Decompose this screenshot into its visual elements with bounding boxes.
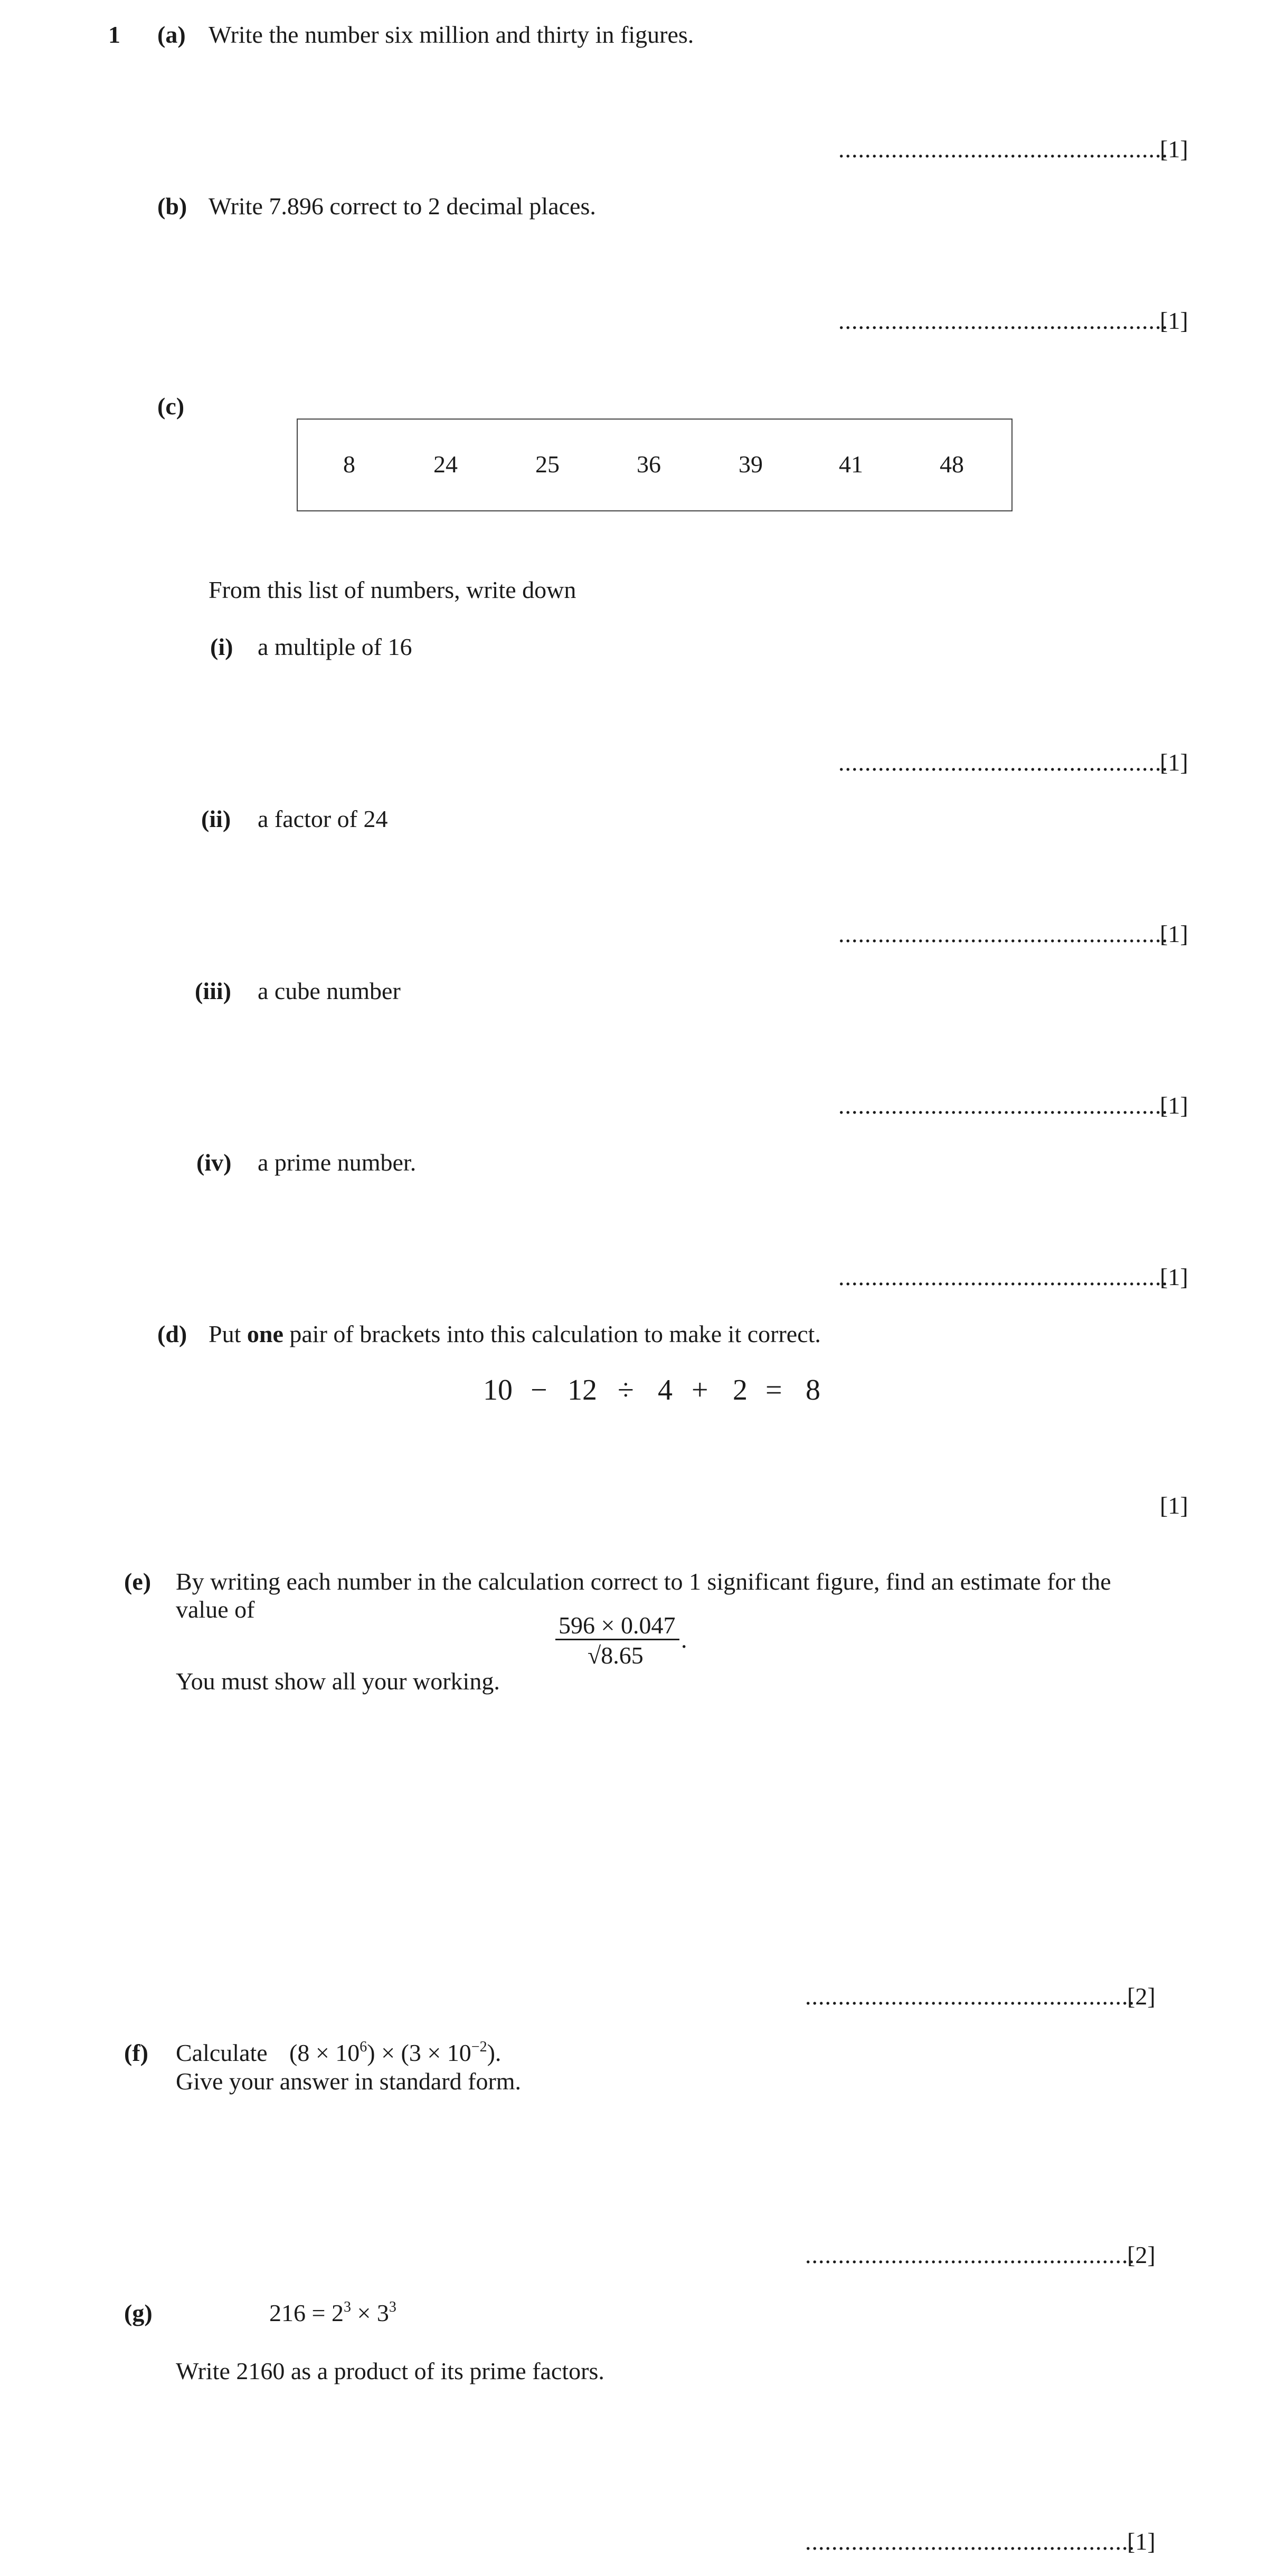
part-g-text: Write 2160 as a product of its prime factors.: [176, 2358, 604, 2384]
expr-part: ).: [487, 2039, 502, 2066]
calc-token: 10: [483, 1374, 513, 1406]
part-d-label: (d): [157, 1320, 187, 1347]
part-f-answer-line[interactable]: ..................................................: [805, 2241, 1135, 2268]
part-e-text-line2: value of: [176, 1596, 255, 1623]
part-d-text-bold: one: [247, 1320, 283, 1347]
calc-token: =: [765, 1374, 782, 1406]
calc-token: 2: [733, 1374, 748, 1406]
part-g-label: (g): [124, 2299, 153, 2326]
exponent: 3: [389, 2299, 396, 2315]
part-f-calc-word: Calculate: [176, 2039, 268, 2066]
part-c-iii-marks: [1]: [1160, 1092, 1188, 1119]
part-a-label: (a): [157, 21, 186, 48]
exponent: 6: [360, 2039, 367, 2055]
exponent: 3: [343, 2299, 351, 2315]
part-c-ii-marks: [1]: [1160, 920, 1188, 947]
part-f-label: (f): [124, 2039, 148, 2066]
given-part: × 3: [351, 2299, 389, 2326]
fraction-period: .: [681, 1626, 687, 1653]
part-e-instruction: You must show all your working.: [176, 1668, 500, 1695]
part-b-label: (b): [157, 193, 187, 220]
part-a-text: Write the number six million and thirty in figures.: [209, 21, 694, 48]
given-part: 216 = 2: [269, 2299, 344, 2326]
part-c-iv-label: (iv): [196, 1149, 232, 1176]
number-list-box: [297, 419, 1013, 511]
part-e-marks: [2]: [1127, 1983, 1156, 2010]
part-d-text: [209, 1322, 821, 1346]
part-e-text-line1: By writing each number in the calculation correct to 1 significant figure, find an estimate for the: [176, 1568, 1111, 1595]
part-c-i-answer-line[interactable]: ..................................................: [838, 749, 1168, 776]
fraction-numerator: 596 × 0.047: [559, 1612, 676, 1639]
part-c-i-text: a multiple of 16: [258, 633, 412, 660]
part-e-answer-line[interactable]: ..................................................: [805, 1983, 1135, 2010]
exponent: −2: [471, 2039, 487, 2055]
fraction-denominator: √8.65: [588, 1642, 644, 1669]
list-number: 41: [839, 451, 863, 478]
part-c-intro: From this list of numbers, write down: [209, 576, 576, 603]
part-c-iv-marks: [1]: [1160, 1263, 1188, 1290]
part-c-iv-text: a prime number.: [258, 1149, 417, 1176]
part-g-marks: [1]: [1127, 2528, 1156, 2555]
calc-token: ÷: [618, 1374, 634, 1406]
calc-token: +: [692, 1374, 708, 1406]
part-a-answer-line[interactable]: ..................................................: [838, 136, 1168, 163]
calc-token: −: [531, 1374, 547, 1406]
part-c-ii-answer-line[interactable]: ..................................................: [838, 920, 1168, 947]
part-c-ii-text: a factor of 24: [258, 805, 388, 832]
part-c-i-marks: [1]: [1160, 749, 1188, 776]
part-c-i-label: (i): [210, 633, 233, 660]
part-c-iv-answer-line[interactable]: ..................................................: [838, 1263, 1168, 1290]
part-f-expression: [289, 2041, 501, 2065]
calc-token: 8: [806, 1374, 820, 1406]
part-d-text-post: pair of brackets into this calculation to make it correct.: [283, 1320, 821, 1347]
part-e-label: (e): [124, 1568, 152, 1595]
part-c-iii-label: (iii): [195, 977, 231, 1004]
list-number: 8: [343, 451, 355, 478]
part-g-answer-line[interactable]: ..................................................: [805, 2528, 1135, 2555]
part-f-marks: [2]: [1127, 2241, 1156, 2268]
list-number: 24: [433, 451, 458, 478]
part-d-marks: [1]: [1160, 1492, 1188, 1519]
part-b-text: Write 7.896 correct to 2 decimal places.: [209, 193, 596, 220]
question-number: 1: [108, 21, 120, 48]
calc-token: 4: [658, 1374, 673, 1406]
part-c-label: (c): [157, 393, 185, 420]
part-b-answer-line[interactable]: ..................................................: [838, 307, 1168, 334]
part-c-iii-text: a cube number: [258, 977, 401, 1004]
part-g-given: [269, 2301, 396, 2325]
list-number: 39: [739, 451, 763, 478]
expr-part: ) × (3 × 10: [367, 2039, 471, 2066]
part-a-marks: [1]: [1160, 136, 1188, 163]
part-d-text-pre: Put: [209, 1320, 247, 1347]
list-number: 48: [940, 451, 964, 478]
part-f-instruction: Give your answer in standard form.: [176, 2068, 522, 2095]
calc-token: 12: [567, 1374, 597, 1406]
part-c-iii-answer-line[interactable]: ..................................................: [838, 1092, 1168, 1119]
list-number: 25: [535, 451, 560, 478]
list-number: 36: [637, 451, 661, 478]
part-c-ii-label: (ii): [201, 805, 231, 832]
expr-part: (8 × 10: [289, 2039, 360, 2066]
part-b-marks: [1]: [1160, 307, 1188, 334]
fraction-bar: [555, 1639, 679, 1640]
